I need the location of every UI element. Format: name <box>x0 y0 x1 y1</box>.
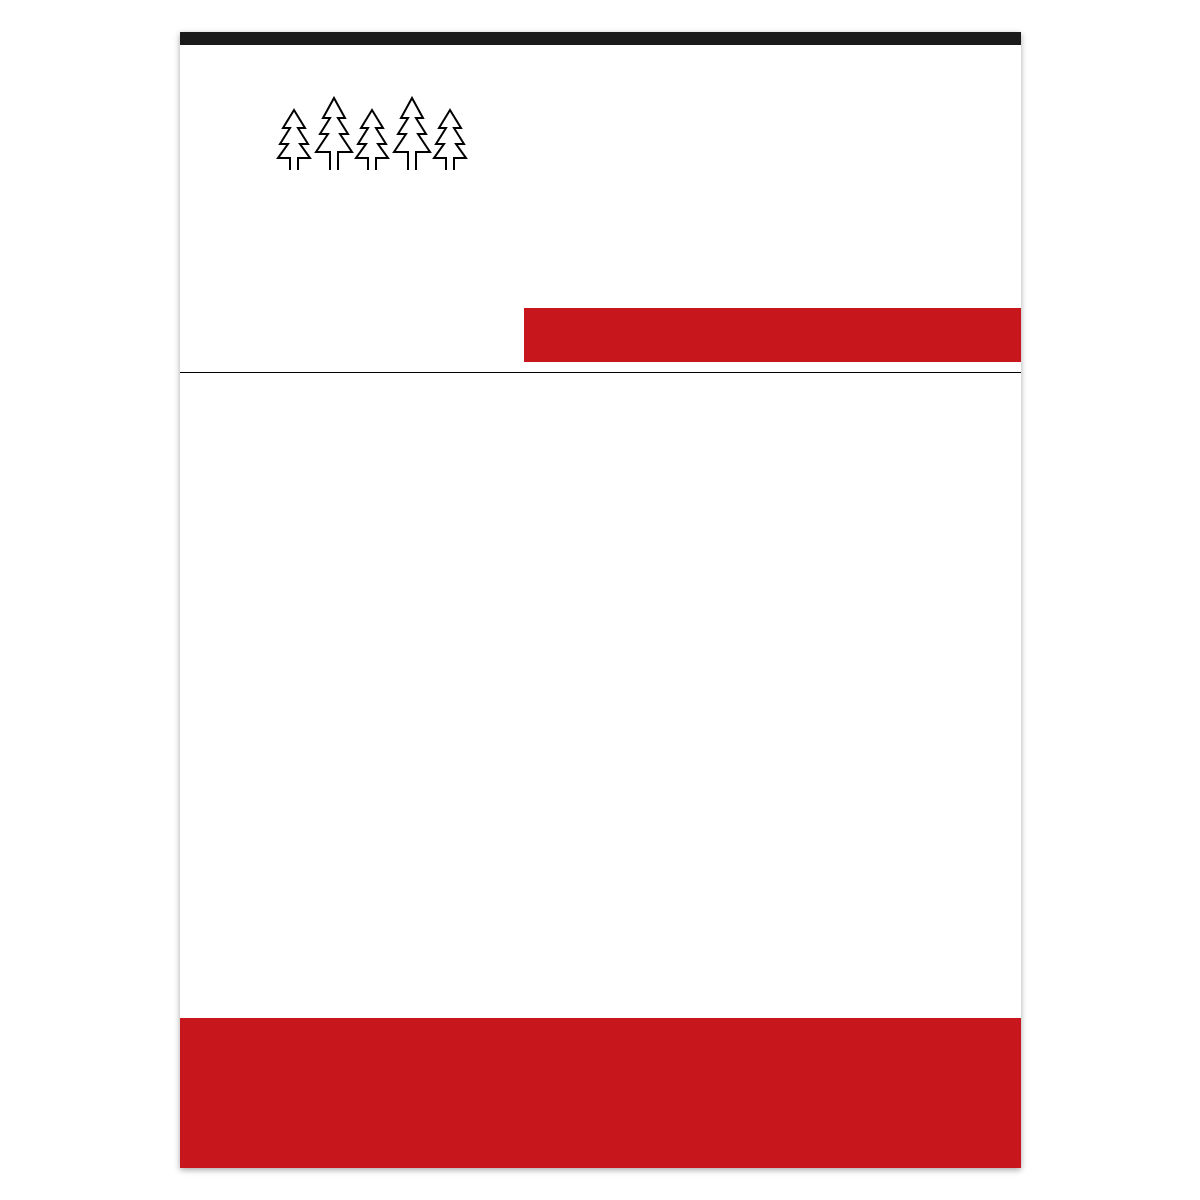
bank-logo <box>200 92 540 176</box>
pine-trees-icon <box>270 92 470 172</box>
month-title <box>196 297 207 377</box>
year-overview <box>180 1018 1021 1168</box>
symbol-key <box>524 308 1021 362</box>
contact-block <box>540 84 990 92</box>
calendar-sheet <box>180 32 1021 1168</box>
month-grid <box>180 372 1021 1020</box>
binding-strip <box>180 32 1021 45</box>
